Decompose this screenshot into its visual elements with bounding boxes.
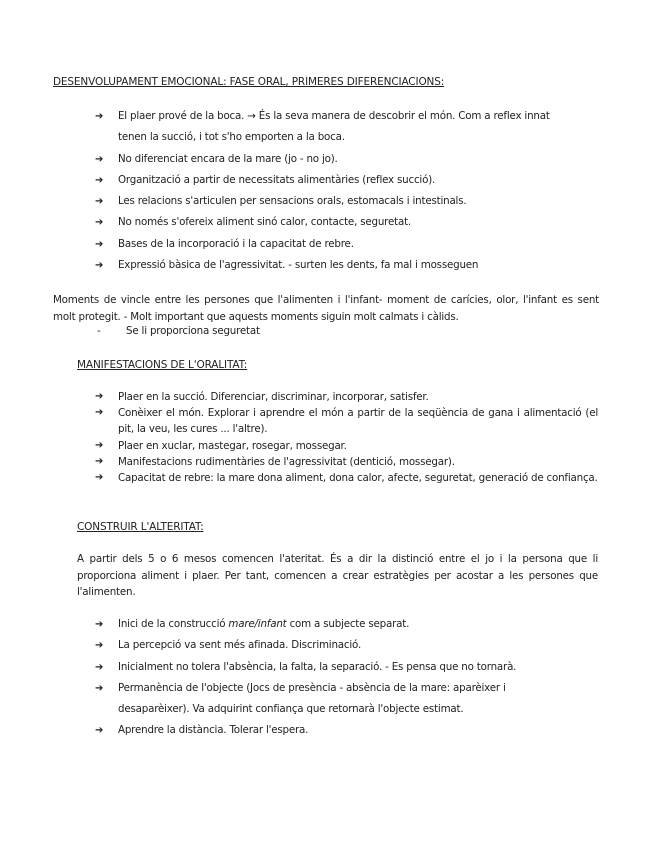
fase-oral-list	[95, 106, 585, 276]
alteritat-list	[95, 614, 585, 742]
list-item: ➔ El plaer prové de la boca. → És la seva manera de descobrir el món. Com a reflex innat tenen la succió, i tot s'ho emporten a la boca.	[95, 106, 585, 149]
arrow-bullet-icon: ➔	[95, 407, 104, 419]
list-item: ➔ Capacitat de rebre: la mare dona aliment, dona calor, afecte, seguretat, generació de confiança.	[95, 470, 598, 486]
dash-list-item: - Se li proporciona seguretat	[89, 325, 260, 337]
arrow-bullet-icon: ➔	[95, 455, 104, 467]
arrow-bullet-icon: ➔	[95, 238, 104, 250]
list-item: ➔ La percepció va sent més afinada. Discriminació.	[95, 635, 585, 656]
arrow-bullet-icon: ➔	[95, 174, 104, 186]
list-item: ➔ No diferenciat encara de la mare (jo - no jo).	[95, 149, 585, 170]
list-item: ➔ Conèixer el món. Explorar i aprendre el món a partir de la seqüència de gana i alimentació (el pit, la veu, les cures ... l'altre).	[95, 407, 598, 436]
list-item: ➔ Plaer en xuclar, mastegar, rosegar, mossegar.	[95, 438, 598, 454]
arrow-bullet-icon: ➔	[95, 217, 104, 229]
arrow-bullet-icon: ➔	[95, 196, 104, 208]
alteritat-paragraph: A partir dels 5 o 6 mesos comencen l'ateritat. És a dir la distinció entre el jo i la persona que li proporciona aliment i plaer. Per tant, comencen a crear estratègies per acostar a les persones que l'alimenten.	[77, 553, 598, 598]
list-item: ➔ Expressió bàsica de l'agressivitat. - surten les dents, fa mal i mosseguen	[95, 255, 585, 276]
arrow-bullet-icon: ➔	[95, 111, 104, 122]
list-item: ➔ Manifestacions rudimentàries de l'agressivitat (dentició, mossegar).	[95, 454, 598, 470]
section-heading-alteritat: CONSTRUIR L'ALTERITAT:	[77, 521, 204, 533]
list-item: ➔ Plaer en la succió. Diferenciar, discriminar, incorporar, satisfer.	[95, 389, 598, 405]
arrow-bullet-icon: ➔	[95, 725, 104, 737]
list-item: ➔ Organització a partir de necessitats alimentàries (reflex succió).	[95, 170, 585, 191]
section-heading-fase-oral: DESENVOLUPAMENT EMOCIONAL: FASE ORAL, PRIMERES DIFERENCIACIONS:	[53, 76, 445, 88]
list-item: ➔ Aprendre la distància. Tolerar l'espera.	[95, 720, 585, 741]
dash-bullet: -	[97, 325, 101, 337]
list-item: ➔ Inici de la construcció mare/infant com a subjecte separat.	[95, 614, 585, 635]
arrow-bullet-icon: ➔	[95, 439, 104, 451]
arrow-bullet-icon: ➔	[95, 153, 104, 165]
arrow-bullet-icon: ➔	[95, 640, 104, 652]
section-heading-oralitat: MANIFESTACIONS DE L'ORALITAT:	[77, 359, 248, 371]
list-item: ➔ Bases de la incorporació i la capacitat de rebre.	[95, 234, 585, 255]
arrow-bullet-icon: ➔	[95, 661, 104, 673]
list-item: ➔ Les relacions s'articulen per sensacions orals, estomacals i intestinals.	[95, 191, 585, 212]
arrow-bullet-icon: ➔	[95, 260, 104, 272]
vincle-paragraph: Moments de vincle entre les persones que l'alimenten i l'infant- moment de carícies, olor, l'infant es sent molt protegit. - Molt important que aquests moments siguin molt calmats i càlids.	[53, 294, 599, 323]
oralitat-list	[95, 389, 598, 486]
list-item: ➔ Inicialment no tolera l'absència, la falta, la separació. - Es pensa que no tornarà.	[95, 657, 585, 678]
list-item: ➔ No només s'ofereix aliment sinó calor, contacte, seguretat.	[95, 212, 585, 233]
arrow-bullet-icon: ➔	[95, 472, 104, 484]
list-item: ➔ Permanència de l'objecte (Jocs de presència - absència de la mare: aparèixer i desaparèixer). Va adquirint confiança que retornarà l'objecte estimat.	[95, 678, 585, 721]
arrow-bullet-icon: ➔	[95, 391, 104, 402]
arrow-bullet-icon: ➔	[95, 619, 104, 630]
arrow-bullet-icon: ➔	[95, 682, 104, 694]
